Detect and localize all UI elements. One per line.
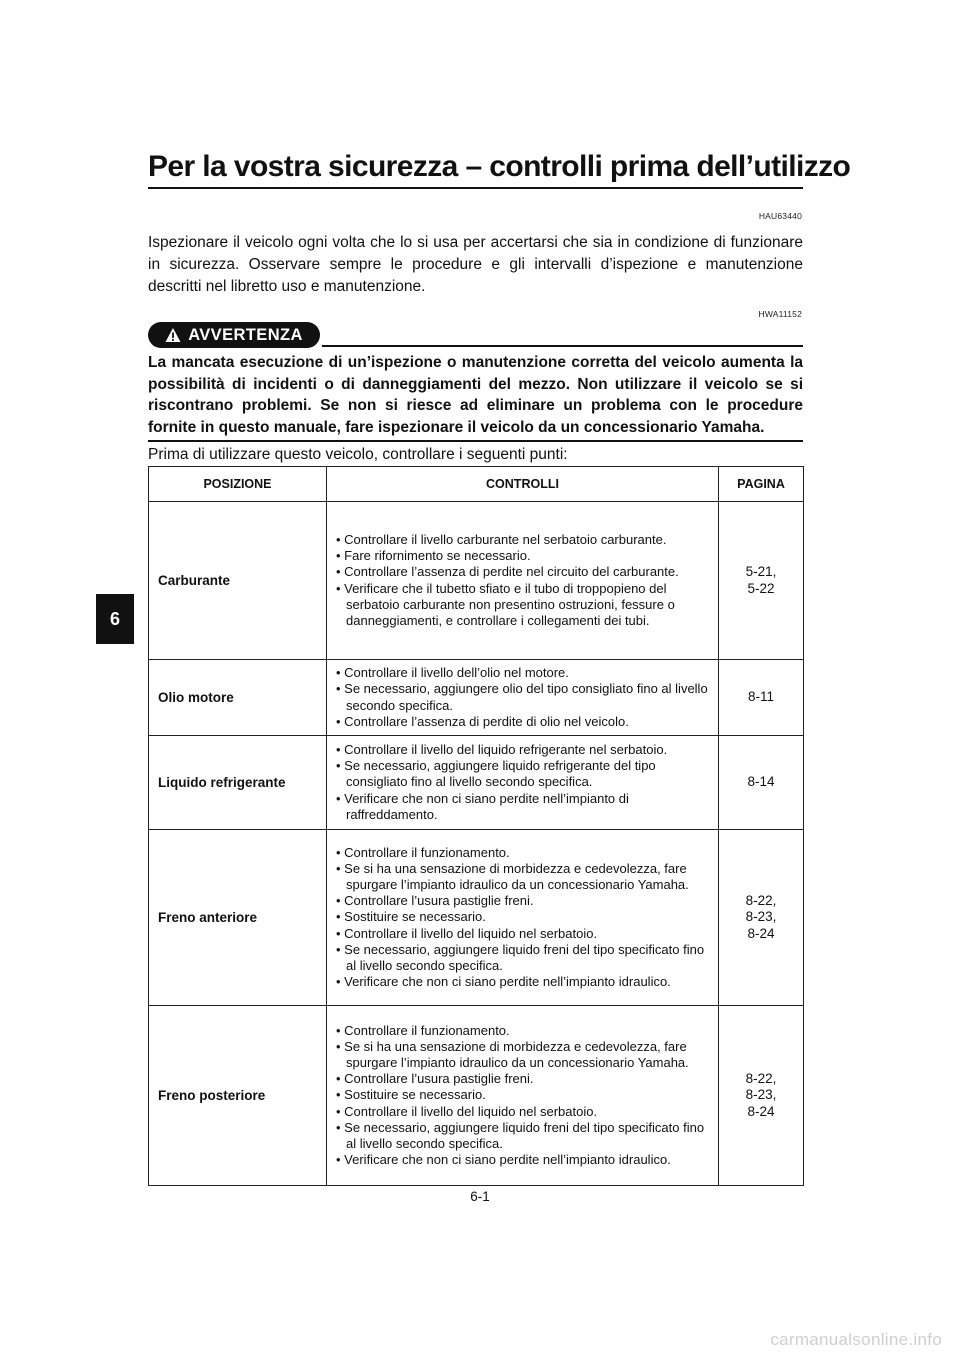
check-item: • Controllare il livello dell’olio nel motore. xyxy=(333,665,714,681)
check-item: • Se necessario, aggiungere olio del tipo consigliato fino al livello secondo specifica. xyxy=(333,681,714,713)
check-item: • Verificare che non ci siano perdite nell’impianto di raffreddamento. xyxy=(333,791,714,823)
check-item: • Controllare l’usura pastiglie freni. xyxy=(333,893,714,909)
row-checks xyxy=(327,660,719,736)
chapter-tab: 6 xyxy=(96,594,134,644)
title-underline xyxy=(148,187,803,189)
check-item: • Controllare l’assenza di perdite nel circuito del carburante. xyxy=(333,564,714,580)
warning-code: HWA11152 xyxy=(758,309,802,319)
check-item: • Verificare che non ci siano perdite nell’impianto idraulico. xyxy=(333,974,714,990)
warning-label: AVVERTENZA xyxy=(188,325,303,344)
check-item: • Fare rifornimento se necessario. xyxy=(333,548,714,564)
row-page: 5-21, 5-22 xyxy=(719,502,804,660)
inspection-table xyxy=(148,466,804,1186)
table-row xyxy=(149,736,804,830)
check-item: • Se necessario, aggiungere liquido refrigerante del tipo consigliato fino al livello secondo specifica. xyxy=(333,758,714,790)
check-item: • Controllare il livello del liquido refrigerante nel serbatoio. xyxy=(333,742,714,758)
table-row xyxy=(149,1006,804,1186)
row-position: Freno posteriore xyxy=(149,1006,327,1186)
check-item: • Controllare il livello carburante nel serbatoio carburante. xyxy=(333,532,714,548)
row-checks xyxy=(327,736,719,830)
check-item: • Sostituire se necessario. xyxy=(333,909,714,925)
check-item: • Controllare il livello del liquido nel serbatoio. xyxy=(333,1104,714,1120)
intro-paragraph: Ispezionare il veicolo ogni volta che lo si usa per accertarsi che sia in condizione di funzionare in sicurezza. Osservare sempre le procedure e gli intervalli d’ispezione e manutenzione descritti nel libretto uso e manutenzione. xyxy=(148,234,803,295)
check-item: • Controllare il funzionamento. xyxy=(333,845,714,861)
row-page: 8-11 xyxy=(719,660,804,736)
row-position: Olio motore xyxy=(149,660,327,736)
check-item: • Verificare che il tubetto sfiato e il tubo di troppopieno del serbatoio carburante non presentino ostruzioni, fessure o danneggiamenti, e controllare i collegamenti dei tubi. xyxy=(333,581,714,630)
check-item: • Se necessario, aggiungere liquido freni del tipo specificato fino al livello secondo specifica. xyxy=(333,942,714,974)
check-item: • Verificare che non ci siano perdite nell’impianto idraulico. xyxy=(333,1152,714,1168)
table-row xyxy=(149,502,804,660)
row-page: 8-22, 8-23, 8-24 xyxy=(719,1006,804,1186)
header-checks: CONTROLLI xyxy=(327,467,719,502)
warning-badge xyxy=(148,322,320,348)
row-checks xyxy=(327,502,719,660)
row-checks xyxy=(327,830,719,1006)
check-item: • Sostituire se necessario. xyxy=(333,1087,714,1103)
row-page: 8-22, 8-23, 8-24 xyxy=(719,830,804,1006)
warning-top-rule xyxy=(322,345,803,347)
row-position: Liquido refrigerante xyxy=(149,736,327,830)
table-row xyxy=(149,660,804,736)
check-item: • Controllare il livello del liquido nel serbatoio. xyxy=(333,926,714,942)
lead-text: Prima di utilizzare questo veicolo, controllare i seguenti punti: xyxy=(148,446,568,463)
row-position: Carburante xyxy=(149,502,327,660)
page-title: Per la vostra sicurezza – controlli prima dell’utilizzo xyxy=(148,150,851,183)
header-page: PAGINA xyxy=(719,467,804,502)
check-item: • Se necessario, aggiungere liquido freni del tipo specificato fino al livello secondo specifica. xyxy=(333,1120,714,1152)
check-item: • Se si ha una sensazione di morbidezza e cedevolezza, fare spurgare l’impianto idraulico da un concessionario Yamaha. xyxy=(333,861,714,893)
watermark: carmanualsonline.info xyxy=(770,1330,942,1349)
check-item: • Se si ha una sensazione di morbidezza e cedevolezza, fare spurgare l’impianto idraulico da un concessionario Yamaha. xyxy=(333,1039,714,1071)
row-position: Freno anteriore xyxy=(149,830,327,1006)
warning-text: La mancata esecuzione di un’ispezione o manutenzione corretta del veicolo aumenta la possibilità di incidenti o di danneggiamenti del mezzo. Non utilizzare il veicolo se si riscontrano problemi. Se non si riesce ad eliminare un problema con le procedure fornite in questo manuale, fare ispezionare il veicolo da un concessionario Yamaha. xyxy=(148,354,803,436)
header-position: POSIZIONE xyxy=(149,467,327,502)
page-number: 6-1 xyxy=(470,1189,490,1204)
section-code: HAU63440 xyxy=(758,211,802,221)
table-header-row xyxy=(149,467,804,502)
check-item: • Controllare l’usura pastiglie freni. xyxy=(333,1071,714,1087)
table-row xyxy=(149,830,804,1006)
warning-triangle-icon xyxy=(165,327,181,343)
row-page: 8-14 xyxy=(719,736,804,830)
row-checks xyxy=(327,1006,719,1186)
check-item: • Controllare il funzionamento. xyxy=(333,1023,714,1039)
warning-bottom-rule xyxy=(148,440,803,442)
check-item: • Controllare l’assenza di perdite di olio nel veicolo. xyxy=(333,714,714,730)
